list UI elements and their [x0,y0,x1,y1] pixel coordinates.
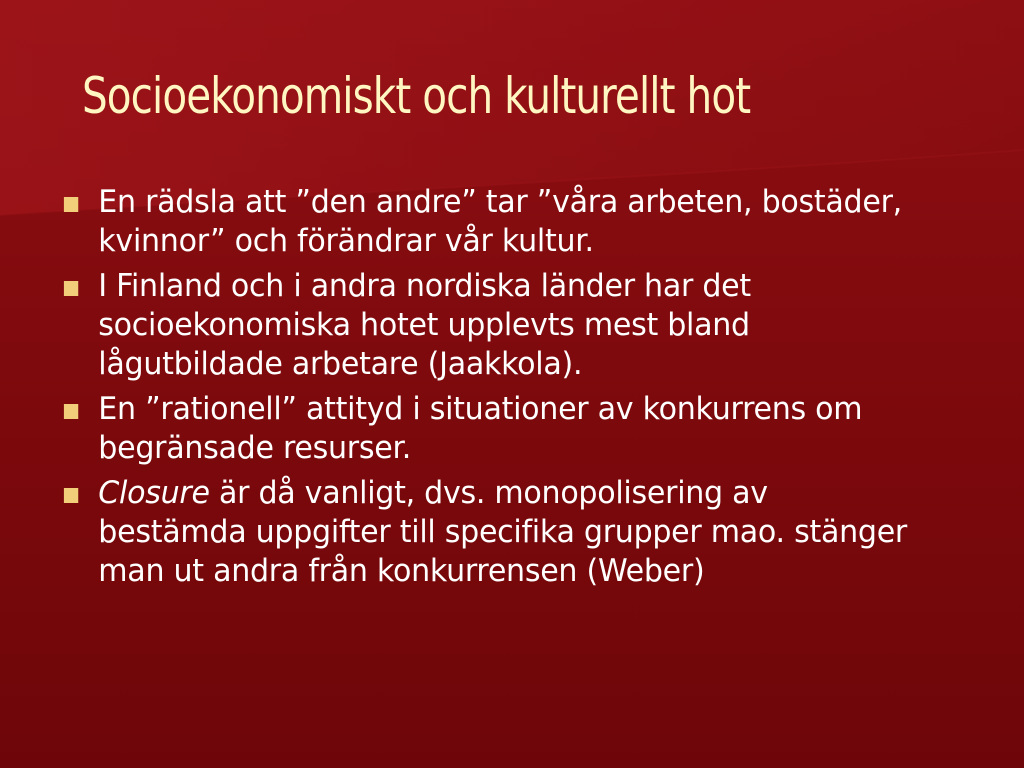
bullet-item [62,390,922,468]
square-bullet-icon [64,197,78,212]
bullet-list [62,183,962,597]
bullet-item [62,183,922,261]
bullet-text: En ”rationell” attityd i situationer av konkurrens om begränsade resurser. [98,391,863,466]
square-bullet-icon [64,281,78,296]
bullet-text: I Finland och i andra nordiska länder har det socioekonomiska hotet upplevts mest bland lågutbildade arbetare (Jaakkola). [98,268,751,382]
square-bullet-icon [64,404,78,419]
bullet-item [62,474,922,591]
bullet-emphasis: Closure [98,475,210,511]
bullet-text: är då vanligt, dvs. monopolisering av bestämda uppgifter till specifika grupper mao. stänger man ut andra från konkurrensen (Weber) [98,475,908,589]
square-bullet-icon [64,488,78,503]
bullet-text: En rädsla att ”den andre” tar ”våra arbeten, bostäder, kvinnor” och förändrar vår kultur. [98,184,902,259]
bullet-item [62,267,922,384]
slide-title: Socioekonomiskt och kulturellt hot [82,67,751,125]
